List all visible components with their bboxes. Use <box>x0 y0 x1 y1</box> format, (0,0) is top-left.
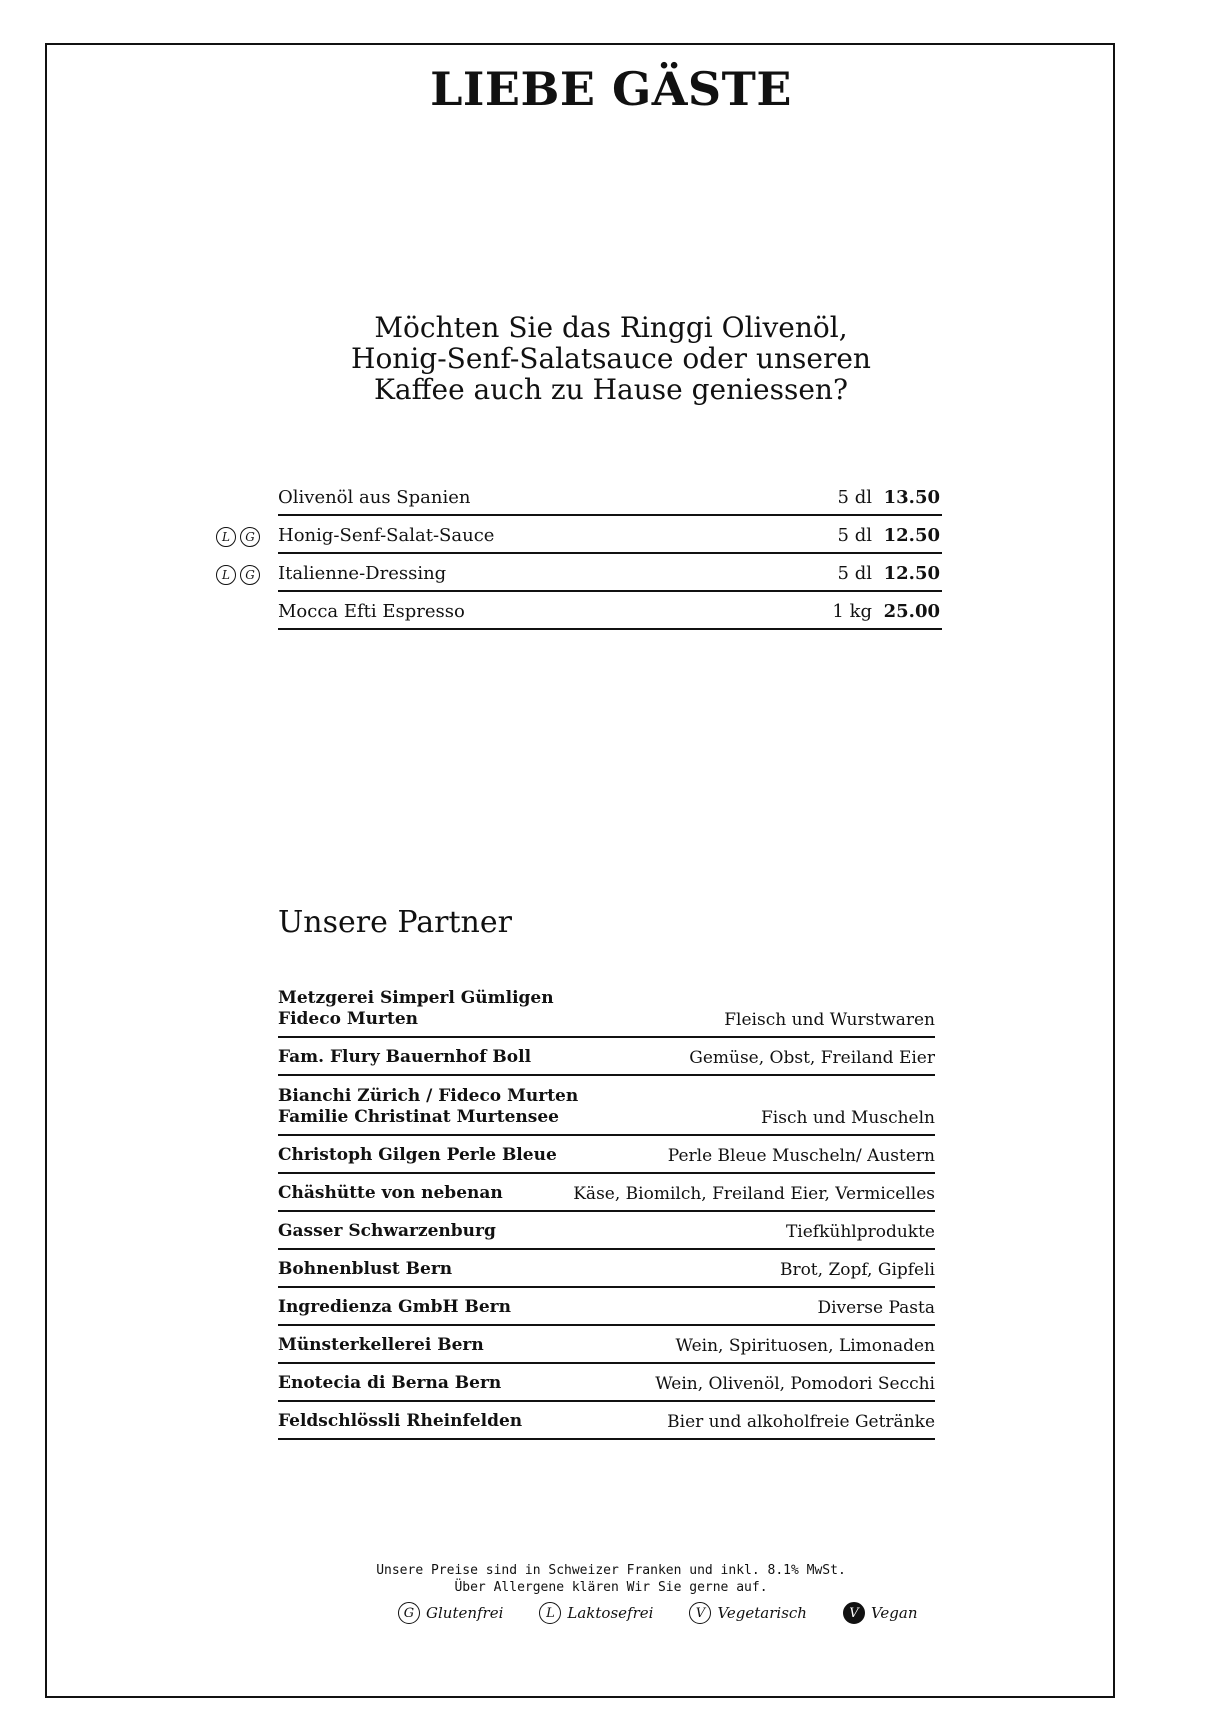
partner-name-line: Bohnenblust Bern <box>278 1259 453 1279</box>
partner-goods: Fisch und Muscheln <box>760 1108 935 1128</box>
lactose-free-icon: L <box>216 527 236 547</box>
partner-name-line: Chäshütte von nebenan <box>278 1183 503 1203</box>
partner-name-line: Feldschlössli Rheinfelden <box>278 1411 523 1431</box>
partner-name <box>278 1221 496 1242</box>
intro-line: Kaffee auch zu Hause geniessen? <box>374 373 848 406</box>
partner-row <box>278 1364 935 1402</box>
legend-item <box>843 1602 918 1624</box>
partner-name-line: Familie Christinat Murtensee <box>278 1107 559 1127</box>
partner-name <box>278 1145 557 1166</box>
partner-goods: Fleisch und Wurstwaren <box>724 1010 935 1030</box>
partner-goods: Wein, Spirituosen, Limonaden <box>675 1336 935 1356</box>
partner-name-line: Enotecia di Berna Bern <box>278 1373 502 1393</box>
product-name: Honig-Senf-Salat-Sauce <box>278 525 495 546</box>
allergen-note: Über Allergene klären Wir Sie gerne auf. <box>454 1580 768 1595</box>
product-row <box>222 516 942 554</box>
legend-label: Glutenfrei <box>426 1604 504 1622</box>
legend-label: Vegetarisch <box>717 1604 807 1622</box>
partner-name-line: Christoph Gilgen Perle Bleue <box>278 1145 557 1165</box>
partner-name <box>278 1335 484 1356</box>
page-border <box>45 43 1115 1698</box>
partner-goods: Gemüse, Obst, Freiland Eier <box>689 1048 935 1068</box>
partner-goods: Perle Bleue Muscheln/ Austern <box>667 1146 935 1166</box>
partner-name-line: Münsterkellerei Bern <box>278 1335 484 1355</box>
product-name: Olivenöl aus Spanien <box>278 487 471 508</box>
product-price: 13.50 <box>883 487 940 508</box>
legend-label: Vegan <box>870 1604 918 1622</box>
partner-name <box>278 1259 452 1280</box>
partner-name <box>278 1047 531 1068</box>
partner-goods: Wein, Olivenöl, Pomodori Secchi <box>655 1374 935 1394</box>
partner-row <box>278 1402 935 1440</box>
gluten-free-icon: G <box>398 1602 420 1624</box>
diet-legend <box>398 1602 918 1624</box>
lactose-free-icon: L <box>539 1602 561 1624</box>
partner-row <box>278 1326 935 1364</box>
diet-tags <box>216 565 260 585</box>
partner-goods: Diverse Pasta <box>817 1298 935 1318</box>
gluten-free-icon: G <box>240 527 260 547</box>
partner-name <box>278 1086 578 1128</box>
product-name: Mocca Efti Espresso <box>278 601 465 622</box>
partner-list <box>278 978 935 1440</box>
vegetarian-icon: V <box>689 1602 711 1624</box>
partner-name-line: Ingredienza GmbH Bern <box>278 1297 511 1317</box>
partner-name <box>278 1373 501 1394</box>
legend-item <box>539 1602 653 1624</box>
product-list <box>222 478 942 630</box>
partner-name <box>278 988 554 1030</box>
partner-name-line: Gasser Schwarzenburg <box>278 1221 496 1241</box>
footer-note <box>0 1562 1222 1596</box>
partner-row <box>278 1288 935 1326</box>
legend-item <box>398 1602 503 1624</box>
partner-name-line: Fam. Flury Bauernhof Boll <box>278 1047 532 1067</box>
product-row <box>222 554 942 592</box>
gluten-free-icon: G <box>240 565 260 585</box>
partner-row <box>278 1038 935 1076</box>
partner-goods: Brot, Zopf, Gipfeli <box>779 1260 935 1280</box>
lactose-free-icon: L <box>216 565 236 585</box>
product-name: Italienne-Dressing <box>278 563 447 584</box>
product-quantity: 5 dl <box>837 487 872 508</box>
partner-goods: Käse, Biomilch, Freiland Eier, Vermicelles <box>573 1184 935 1204</box>
partner-name-line: Fideco Murten <box>278 1009 419 1029</box>
product-price: 12.50 <box>883 525 940 546</box>
partners-heading: Unsere Partner <box>278 905 512 940</box>
product-price: 25.00 <box>883 601 940 622</box>
diet-tags <box>216 527 260 547</box>
partner-row <box>278 1174 935 1212</box>
partner-name-line: Bianchi Zürich / Fideco Murten <box>278 1086 579 1106</box>
product-quantity: 5 dl <box>837 563 872 584</box>
partner-goods: Tiefkühlprodukte <box>785 1222 935 1242</box>
product-quantity: 1 kg <box>832 601 872 622</box>
product-row <box>278 592 942 630</box>
product-row <box>278 478 942 516</box>
product-price: 12.50 <box>883 563 940 584</box>
partner-name <box>278 1297 511 1318</box>
partner-row <box>278 1076 935 1136</box>
legend-label: Laktosefrei <box>567 1604 654 1622</box>
partner-name <box>278 1411 522 1432</box>
intro-line: Honig-Senf-Salatsauce oder unseren <box>351 342 871 375</box>
vegan-icon: V <box>843 1602 865 1624</box>
intro-text <box>0 312 1222 405</box>
partner-goods: Bier und alkoholfreie Getränke <box>667 1412 935 1432</box>
price-note: Unsere Preise sind in Schweizer Franken und inkl. 8.1% MwSt. <box>376 1563 846 1578</box>
product-quantity: 5 dl <box>837 525 872 546</box>
partner-row <box>278 1212 935 1250</box>
legend-item <box>689 1602 807 1624</box>
partner-name <box>278 1183 503 1204</box>
page-title: LIEBE GÄSTE <box>430 62 792 116</box>
partner-row <box>278 1250 935 1288</box>
intro-line: Möchten Sie das Ringgi Olivenöl, <box>374 311 848 344</box>
partner-row <box>278 978 935 1038</box>
partner-name-line: Metzgerei Simperl Gümligen <box>278 988 554 1008</box>
partner-row <box>278 1136 935 1174</box>
